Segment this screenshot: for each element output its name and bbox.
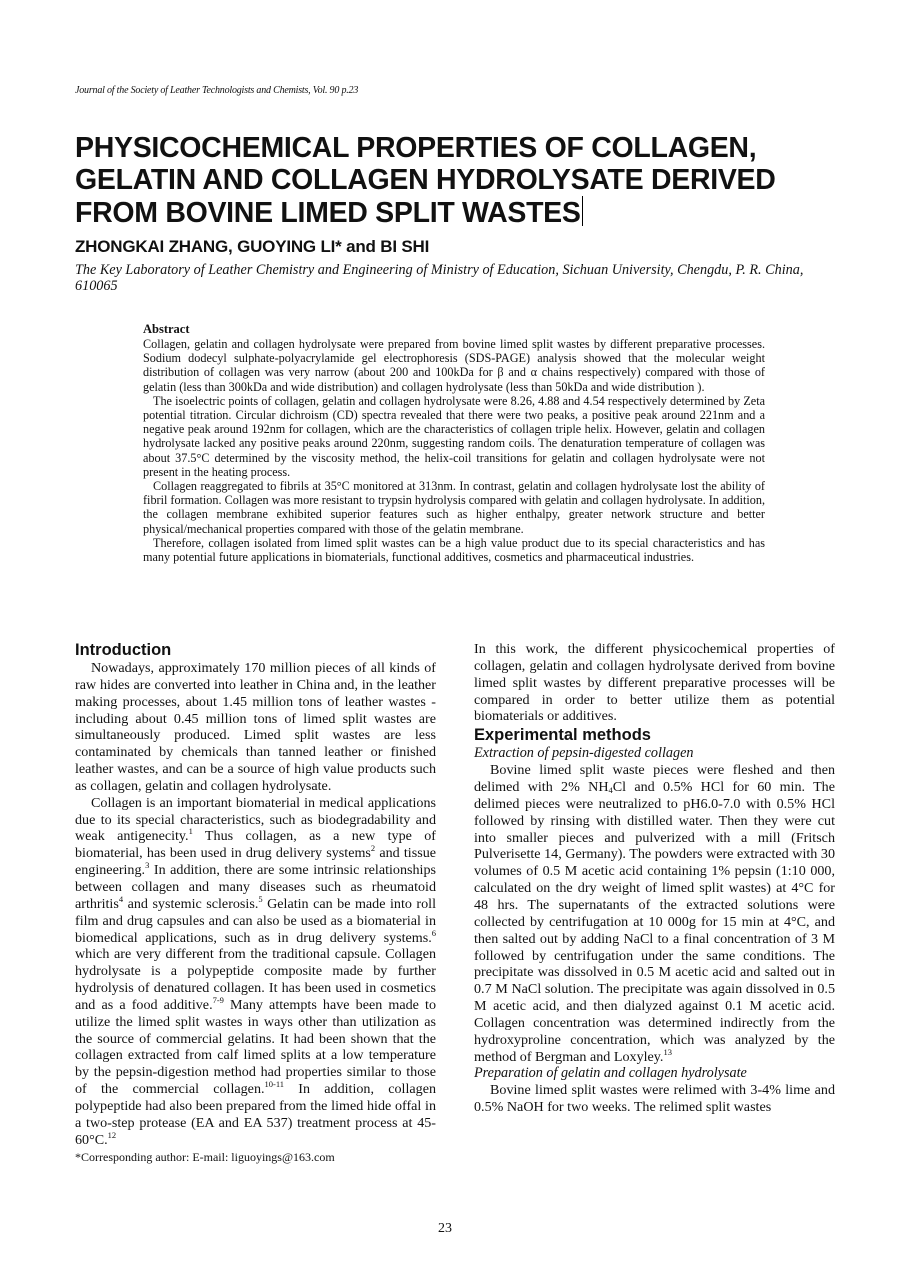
citation-ref: 10-11 [264, 1079, 285, 1090]
citation-ref: 1 [188, 826, 193, 837]
text-run: In addition, collagen polypeptide had also been prepared from the limed hide offal in a two-step protease (EA and EA 537) treatment process at 45-60°C. [75, 1081, 436, 1148]
text-run: Many attempts have been made to utilize the limed split wastes in ways other than utilization as the source of commercial gelatins. It had been shown that the collagen extracted from calf limed splits at a low temperature by the pepsin-digestion method had properties similar to those of the commercial collagen. [75, 996, 436, 1098]
right-column [474, 641, 835, 1116]
text-run: Bovine limed split waste pieces were fleshed and then delimed with 2% NH [474, 762, 835, 796]
introduction-paragraph-3: In this work, the different physicochemical properties of collagen, gelatin and collagen hydrolysate derived from bovine limed split wastes by different preparative processes will be compared in order to better utilize them as potential biomaterials or additives. [474, 641, 835, 725]
citation-ref: 2 [370, 843, 376, 854]
text-run: Gelatin can be made into roll film and drug capsules and can also be used as a biomaterial in biomedical applications, such as in drug delivery systems. [75, 895, 436, 946]
preparation-paragraph: Bovine limed split wastes were relimed with 3-4% lime and 0.5% NaOH for two weeks. The relimed split wastes [474, 1082, 835, 1116]
introduction-paragraph-1: Nowadays, approximately 170 million pieces of all kinds of raw hides are converted into leather in China and, in the leather making processes, about 1.45 million tons of leather wastes - including about 0.45 million tons of limed split wastes are simultaneously produced. Limed split wastes are less contaminated by chemicals than tanned leather or finished leather wastes, and can be a source of high value products such as collagen, gelatin and collagen hydrolysate. [75, 660, 436, 794]
text-run: which are very different from the traditional capsule. Collagen hydrolysate is a polypeptide composite made by further hydrolysis of denatured collagen. It has been used in cosmetics and as a food additive. [75, 946, 436, 1013]
citation-ref: 12 [107, 1129, 117, 1140]
text-run: In addition, there are some intrinsic relationships between collagen and many diseases such as rheumatoid arthritis [75, 862, 436, 912]
text-run: Cl and 0.5% HCl for 60 min. The delimed pieces were neutralized to pH6.0-7.0 with 0.5% HCl followed by rinsing with distilled water. Then they were cut into smaller pieces and pulverized with a mill (Fritsch Pulverisette 14, Germany). The powders were extracted with 30 volumes of 0.5 M acetic acid containing 1% pepsin (1:10 000, calculated on the dry weight of limed split wastes) at 4°C for 48 hrs. The supernatants of the extracted solutions were collected by centrifugation at 10 000g for 15 min at 4°C, and then salted out by adding NaCl to a final concentration of 3 M followed by centrifugation under the same conditions. The precipitate was dissolved in 0.5 M acetic acid and salted out in 0.7 M NaCl solution. The precipitate was again dissolved in 0.5 M acetic acid, and then dialyzed against 0.1 M acetic acid. Collagen concentration was determined indirectly from the hydroxyproline concentration, which was analyzed by the method of Bergman and Loxyley. [474, 779, 835, 1065]
title-line-1: PHYSICOCHEMICAL PROPERTIES OF COLLAGEN, [75, 132, 757, 164]
title-line-2: GELATIN AND COLLAGEN HYDROLYSATE DERIVED [75, 164, 776, 196]
citation-ref: 5 [258, 893, 263, 904]
preparation-subheading: Preparation of gelatin and collagen hydrolysate [474, 1065, 747, 1082]
authors: ZHONGKAI ZHANG, GUOYING LI* and BI SHI [75, 237, 430, 256]
page-number: 23 [438, 1221, 452, 1236]
citation-ref: 13 [663, 1046, 672, 1057]
abstract-heading: Abstract [143, 322, 190, 336]
abstract-paragraph-4: Therefore, collagen isolated from limed split wastes can be a high value product due to its special characteristics and has many potential future applications in biomaterials, functional additives, cosmetics and pharmaceutical industries. [143, 535, 765, 565]
affiliation: The Key Laboratory of Leather Chemistry and Engineering of Ministry of Education, Sichuan University, Chengdu, P. R. China, 610065 [75, 262, 804, 294]
citation-ref: 7-9 [212, 994, 224, 1005]
text-run: and tissue engineering. [75, 845, 436, 879]
text-run: Thus collagen, as a new type of biomaterial, has been used in drug delivery systems [75, 828, 436, 862]
corresponding-author-footnote: *Corresponding author: E-mail: liguoyings@163.com [75, 1150, 335, 1165]
abstract [143, 322, 765, 564]
subscript: 4 [608, 785, 613, 796]
title-line-3: FROM BOVINE LIMED SPLIT WASTES [75, 197, 581, 229]
extraction-paragraph [474, 762, 835, 1065]
citation-ref: 6 [431, 927, 436, 938]
abstract-paragraph-2: The isoelectric points of collagen, gelatin and collagen hydrolysate were 8.26, 4.88 and 4.54 respectively determined by Zeta potential titration. Circular dichroism (CD) spectra revealed that there were two peaks, a positive peak around 221nm and a negative peak around 192nm for collagen, which are the characteristics of collagen triple helix. However, gelatin and collagen hydrolysate lacked any positive peaks around 220nm, suggesting random coils. The denaturation temperature of collagen was about 37.5°C determined by the viscosity method, the helix-coil transitions for gelatin and collagen hydrolysate were not present in the heating process. [143, 393, 765, 479]
left-column [75, 640, 436, 1165]
introduction-paragraph-2 [75, 795, 436, 1149]
citation-ref: 3 [145, 860, 150, 871]
experimental-methods-heading: Experimental methods [474, 726, 651, 745]
introduction-heading: Introduction [75, 641, 172, 659]
abstract-paragraph-1: Collagen, gelatin and collagen hydrolysate were prepared from bovine limed split wastes by different preparative processes. Sodium dodecyl sulphate-polyacrylamide gel electrophoresis (SDS-PAGE) analysis showed that the molecular weight distribution of collagen was very narrow (about 200 and 100kDa for β and α chains respectively) compared with those of gelatin (less than 300kDa and wide distribution) and collagen hydrolysate (less than 50kDa and wide distribution ). [143, 337, 765, 394]
text-run: and systemic sclerosis. [123, 895, 259, 912]
abstract-paragraph-3: Collagen reaggregated to fibrils at 35°C monitored at 313nm. In contrast, gelatin and collagen hydrolysate lost the ability of fibril formation. Collagen was more resistant to trypsin hydrolysis compared with gelatin and collagen hydrolysate. In addition, the collagen membrane exhibited superior features such as higher enthalpy, greater network structure and better physical/mechanical properties compared with those of the gelatin membrane. [143, 479, 765, 536]
citation-ref: 4 [118, 893, 124, 904]
paper-title [75, 132, 875, 229]
running-head: Journal of the Society of Leather Technologists and Chemists, Vol. 90 p.23 [75, 85, 359, 96]
text-run: Collagen is an important biomaterial in medical applications due to its special characteristics, such as biodegradability and weak antigenecity. [75, 794, 436, 845]
text-cursor [582, 196, 583, 226]
extraction-subheading: Extraction of pepsin-digested collagen [474, 745, 694, 762]
